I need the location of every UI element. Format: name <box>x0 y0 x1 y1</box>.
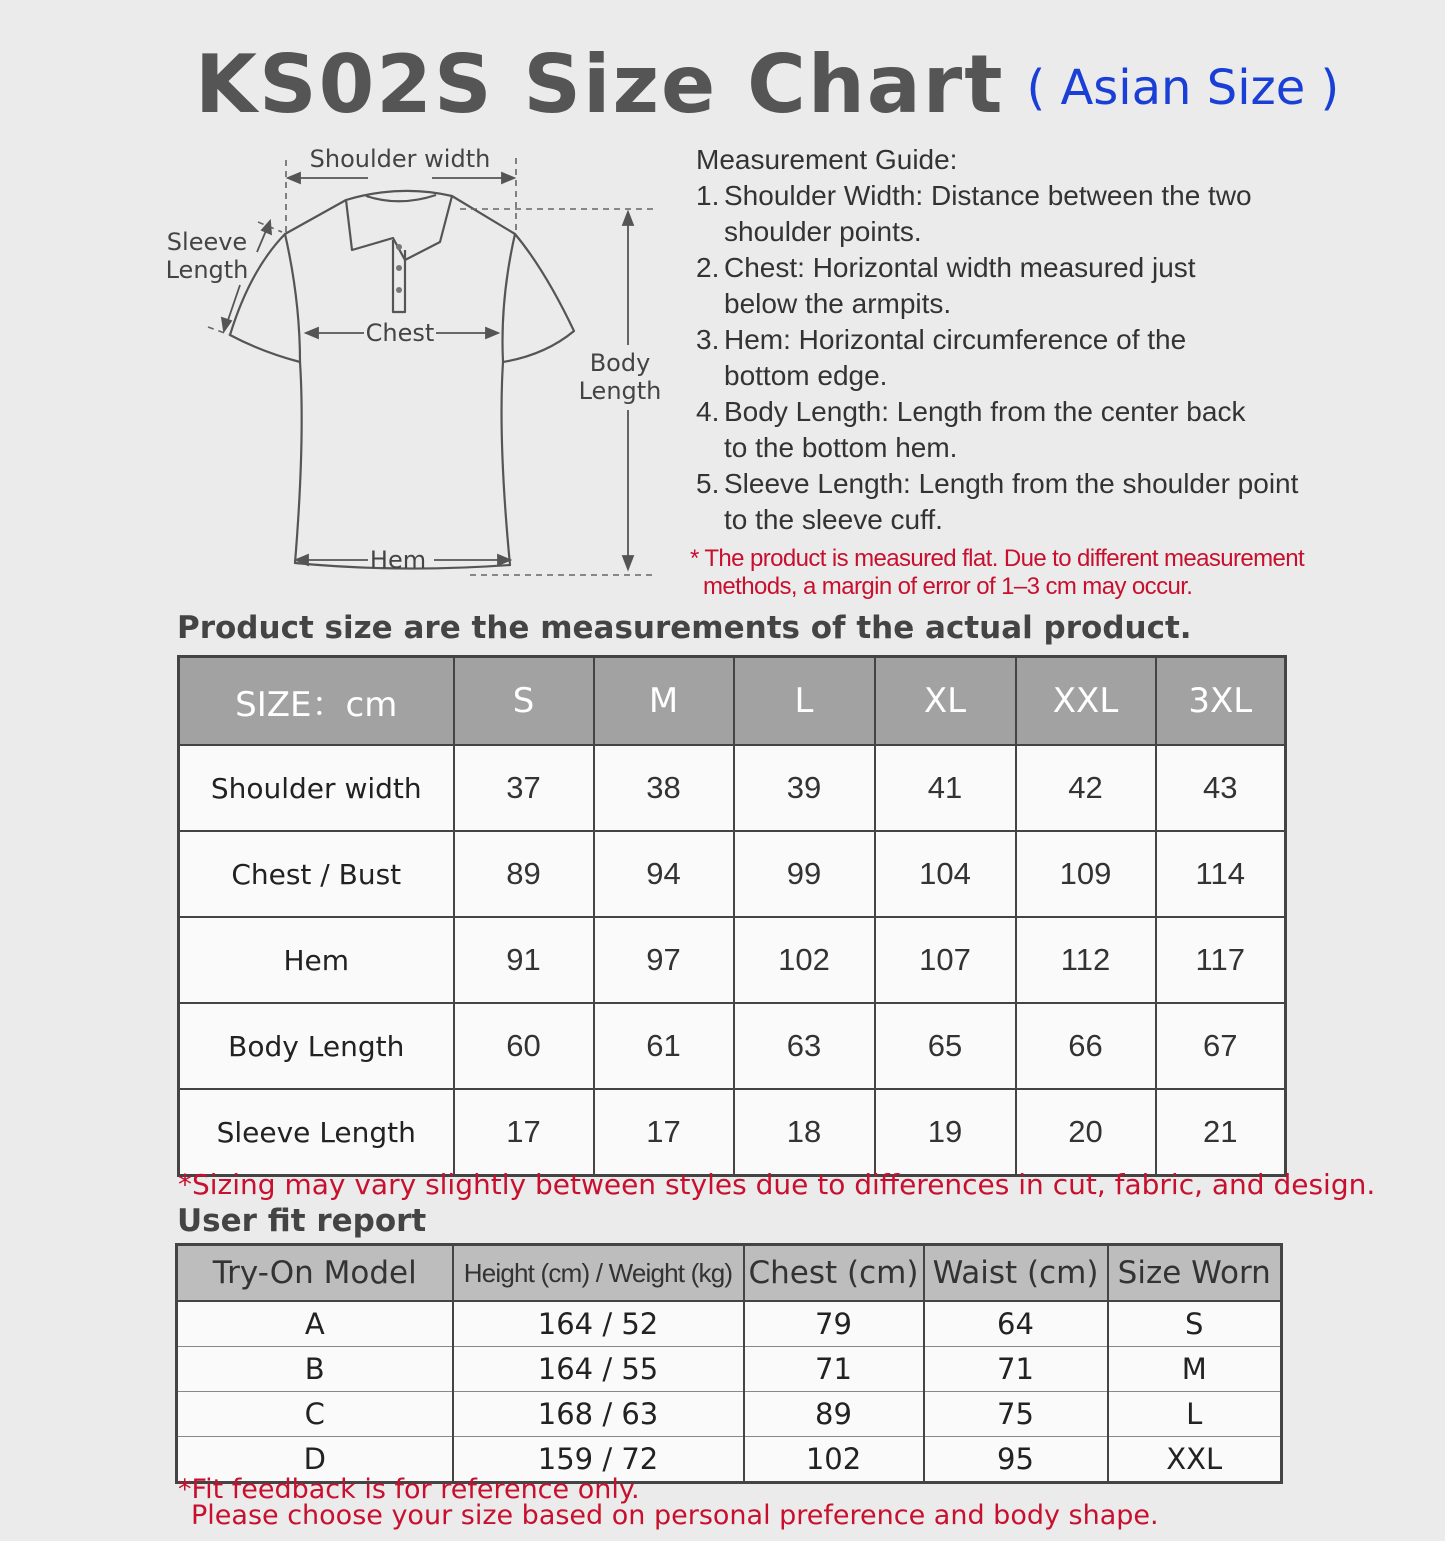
measurement-note: * The product is measured flat. Due to different measurement methods, a margin of error of 1–3 cm may occur. <box>690 545 1305 600</box>
table-row: Chest / Bust 89 94 99 104 109 114 <box>179 831 1286 917</box>
size-header-cell: XL <box>875 657 1016 746</box>
table-row: Body Length 60 61 63 65 66 67 <box>179 1003 1286 1089</box>
size-header-cell: M <box>594 657 734 746</box>
table-row: Hem 91 97 102 107 112 117 <box>179 917 1286 1003</box>
size-header-cell: XXL <box>1016 657 1156 746</box>
fit-note: *Fit feedback is for reference only. Please choose your size based on personal preference and body shape. <box>178 1474 1159 1531</box>
chart-title: KS02S Size Chart <box>195 38 1005 131</box>
sizing-note: *Sizing may vary slightly between styles due to differences in cut, fabric, and design. <box>178 1168 1376 1201</box>
table-row: A 164 / 52 79 64 S <box>177 1301 1282 1347</box>
sleeve-length-label-2: Length <box>165 256 249 284</box>
guide-item: 4. Body Length: Length from the center back to the bottom hem. <box>696 396 1246 463</box>
measurement-arrows <box>222 173 633 569</box>
sleeve-length-label-1: Sleeve <box>166 228 248 256</box>
fit-table-header <box>177 1245 1282 1302</box>
size-header-cell: 3XL <box>1156 657 1286 746</box>
guide-item: 1. Shoulder Width: Distance between the two shoulder points. <box>696 180 1252 247</box>
guide-item: 2. Chest: Horizontal width measured just below the armpits. <box>696 252 1196 319</box>
body-length-label-1: Body <box>589 349 651 377</box>
guide-item: 3. Hem: Horizontal circumference of the bottom edge. <box>696 324 1187 391</box>
table-row: D 159 / 72 102 95 XXL <box>177 1437 1282 1483</box>
hem-label: Hem <box>369 546 427 574</box>
shirt-diagram <box>150 140 680 590</box>
fit-header-cell: Waist (cm) <box>924 1245 1108 1302</box>
guide-item: 5. Sleeve Length: Length from the shoulder point to the sleeve cuff. <box>696 468 1299 535</box>
shirt-outline-icon <box>230 191 574 569</box>
fit-header-cell: Size Worn <box>1108 1245 1282 1302</box>
size-table <box>177 655 1287 1177</box>
table-row: Shoulder width 37 38 39 41 42 43 <box>179 745 1286 831</box>
product-size-title: Product size are the measurements of the actual product. <box>177 610 1192 646</box>
fit-header-cell: Try-On Model <box>177 1245 453 1302</box>
size-header-cell: SIZE：cm <box>179 657 454 746</box>
table-row: Sleeve Length 17 17 18 19 20 21 <box>179 1089 1286 1176</box>
table-row: B 164 / 55 71 71 M <box>177 1347 1282 1392</box>
fit-header-cell: Chest (cm) <box>744 1245 924 1302</box>
size-table-header <box>179 657 1286 746</box>
shoulder-width-label: Shoulder width <box>309 145 491 173</box>
fit-table <box>175 1243 1283 1484</box>
fit-report-title: User fit report <box>177 1203 427 1239</box>
page-title <box>195 38 1339 131</box>
chart-subtitle: ( Asian Size ) <box>1026 60 1340 116</box>
guide-heading: Measurement Guide: <box>696 144 958 175</box>
size-header-cell: L <box>734 657 875 746</box>
body-length-label-2: Length <box>578 377 662 405</box>
measurement-guide <box>696 142 1316 538</box>
table-row: C 168 / 63 89 75 L <box>177 1392 1282 1437</box>
fit-header-cell: Height (cm) / Weight (kg) <box>453 1245 744 1302</box>
chest-label: Chest <box>365 319 435 347</box>
size-header-cell: S <box>454 657 594 746</box>
